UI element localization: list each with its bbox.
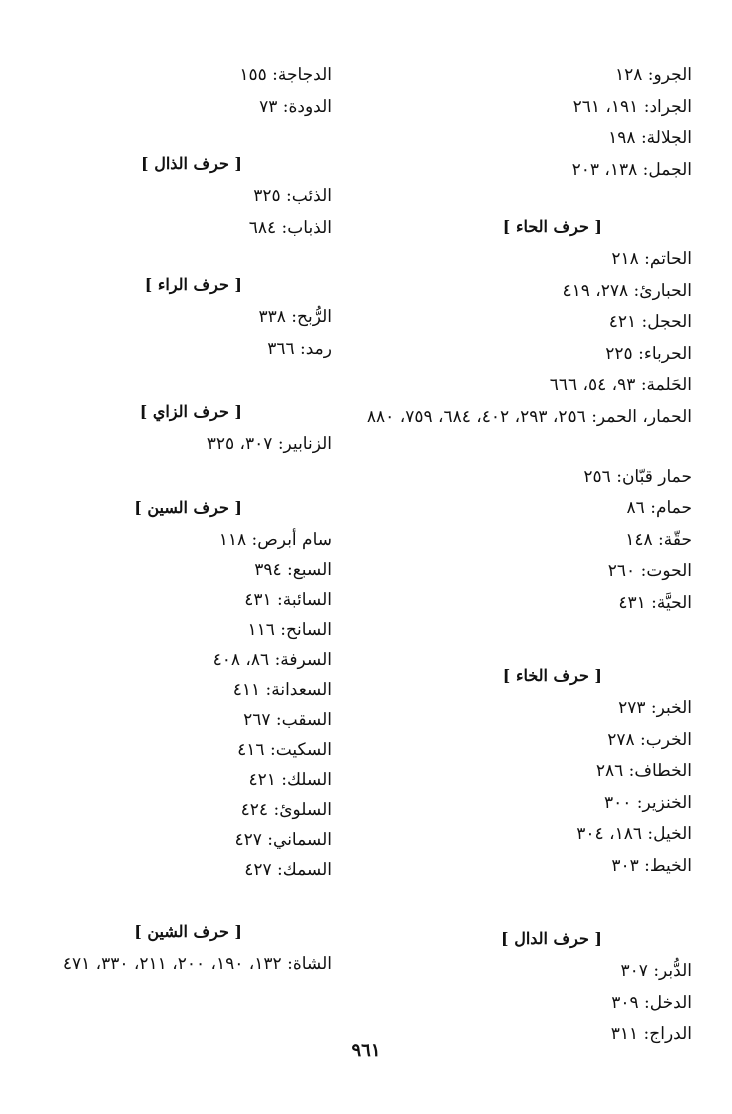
index-entry: الجمل: ١٣٨، ٢٠٣ [571,159,692,180]
index-entry: حقّة: ١٤٨ [625,529,692,550]
page-number: ٩٦١ [351,1040,381,1061]
section-heading-khaa: [ حرف الخاء ] [502,666,602,685]
index-entry: السلك: ٤٢١ [248,769,332,790]
spacer [362,186,692,210]
index-entry: الحيَّة: ٤٣١ [618,592,692,613]
index-entry: السلوئ: ٤٢٤ [240,799,332,820]
section-heading-sheen: [ حرف الشين ] [134,921,242,941]
index-entry: السكيت: ٤١٦ [237,739,332,760]
entry-group-haa [362,244,692,619]
entry-group-raa [22,302,332,365]
index-entry: السبع: ٣٩٤ [254,559,332,580]
entry-group-dal-tail [22,60,332,123]
entry-group-dal [362,956,692,1051]
left-column [22,60,332,1009]
index-entry: الحوت: ٢٦٠ [607,561,692,581]
section-heading-dhal: [ حرف الذال ] [141,154,242,173]
right-column [362,60,692,1051]
spacer [362,882,692,922]
index-entry: الدجاجة: ١٥٥ [239,65,332,85]
index-entry: الجراد: ١٩١، ٢٦١ [572,96,692,117]
index-entry: السائبة: ٤٣١ [244,589,332,610]
index-entry: السمك: ٤٢٧ [244,859,332,880]
index-entry: الجلالة: ١٩٨ [608,128,692,148]
index-entry: الزنابير: ٣٠٧، ٣٢٥ [206,434,332,454]
section-heading-haa: [ حرف الحاء ] [502,217,602,236]
index-entry: الدُّبر: ٣٠٧ [620,961,692,981]
index-entry: حمام: ٨٦ [626,498,692,518]
spacer [22,244,332,268]
entry-group-zay [22,429,332,461]
index-entry: الحَلمة: ٩٣، ٥٤، ٦٦٦ [549,375,692,395]
index-entry: الدودة: ٧٣ [259,96,332,117]
index-entry-wrapped: الشاة: ١٣٢، ١٩٠، ٢٠٠، ٢١١، ٣٣٠، ٤٧١ [62,953,332,974]
index-entry: الخرب: ٢٧٨ [607,729,692,750]
index-entry: الحجل: ٤٢١ [608,312,692,332]
spacer [362,619,692,659]
index-entry: الجرو: ١٢٨ [614,65,692,85]
entry-group-dhal [22,181,332,244]
index-entry: الدخل: ٣٠٩ [611,992,692,1013]
index-entry: السقب: ٢٦٧ [243,709,332,730]
index-entry: الخيل: ١٨٦، ٣٠٤ [576,824,692,844]
index-entry: الخبر: ٢٧٣ [618,698,692,718]
section-heading-zay: [ حرف الزاي ] [139,402,242,421]
index-entry: الذباب: ٦٨٤ [248,217,332,238]
section-heading-raa: [ حرف الراء ] [144,275,242,294]
index-entry: رمد: ٣٦٦ [267,338,332,359]
index-entry: الحاتم: ٢١٨ [611,249,692,269]
spacer [22,123,332,147]
index-entry: حمار قبّان: ٢٥٦ [583,466,692,487]
entry-group-seen [22,525,332,885]
index-entry: الحرباء: ٢٢٥ [605,343,692,364]
index-entry: سام أبرص: ١١٨ [218,529,332,550]
index-entry: السرفة: ٨٦، ٤٠٨ [212,649,332,670]
index-entry: الخطاف: ٢٨٦ [595,761,692,781]
index-entry: الحبارئ: ٢٧٨، ٤١٩ [562,280,692,301]
index-entry: الخيط: ٣٠٣ [611,855,692,876]
index-entry: الذئب: ٣٢٥ [253,186,332,206]
entry-group-jim [362,60,692,186]
index-entry: السماني: ٤٢٧ [234,829,332,850]
index-entry-wrapped: الحمار، الحمر: ٢٥٦، ٢٩٣، ٤٠٢، ٦٨٤، ٧٥٩، ٨٨٠ [366,406,692,427]
index-entry: السانح: ١١٦ [247,619,332,640]
index-entry: الرُّبح: ٣٣٨ [258,307,332,327]
spacer [22,365,332,395]
entry-group-sheen [22,949,332,1009]
index-entry: الخنزير: ٣٠٠ [603,792,692,813]
spacer [22,885,332,915]
index-entry: السعدانة: ٤١١ [232,679,332,700]
section-heading-seen: [ حرف السين ] [134,497,242,517]
index-entry: الدراج: ٣١١ [610,1024,692,1044]
entry-group-khaa [362,693,692,882]
spacer [22,461,332,491]
section-heading-dal: [ حرف الدال ] [501,929,602,948]
